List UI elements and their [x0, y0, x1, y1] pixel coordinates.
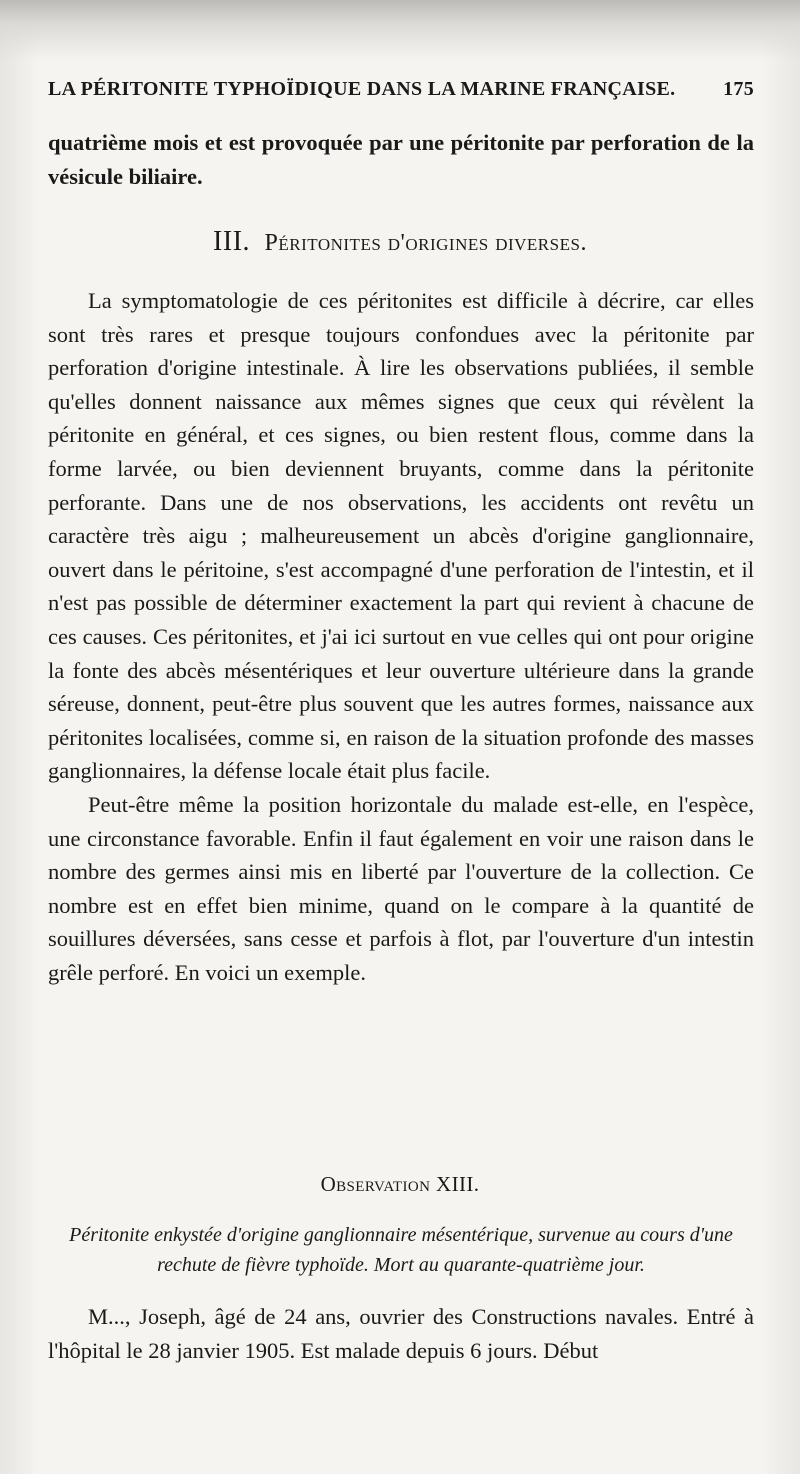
section-title: Péritonites d'origines diverses. [264, 230, 587, 256]
body-paragraph-1: La symptomatologie de ces péritonites est difficile à décrire, car elles sont très rares et presque toujours confondues avec la péritonite par perforation d'origine intestinale. À lire les observations publiées, il semble qu'elles donnent naissance aux mêmes signes que ceux qui révèlent la péritonite en général, et ces signes, ou bien restent flous, comme dans la forme larvée, ou bien deviennent bruyants, comme dans la péritonite perforante. Dans une de nos observations, les accidents ont revêtu un caractère très aigu ; malheureusement un abcès d'origine ganglionnaire, ouvert dans le péritoine, s'est accompagné d'une perforation de l'intestin, et il n'est pas possible de déterminer exactement la part qui revient à chacune de ces causes. Ces péritonites, et j'ai ici surtout en vue celles qui ont pour origine la fonte des abcès mésentériques et leur ouverture ultérieure dans la grande séreuse, donnent, peut-être plus souvent que les autres formes, naissance aux péritonites localisées, comme si, en raison de la situation profonde des masses ganglionnaires, la défense locale était plus facile. [48, 288, 754, 784]
running-head-title: LA PÉRITONITE TYPHOÏDIQUE DANS LA MARINE FRANÇAISE. [48, 78, 676, 100]
intro-text: quatrième mois et est provoquée par une péritonite par perforation de la vésicule biliaire. [48, 130, 754, 189]
running-head [48, 78, 754, 101]
scan-shadow [0, 0, 800, 60]
observation-body [48, 1300, 754, 1367]
body-paragraph-2: Peut-être même la position horizontale du malade est-elle, en l'espèce, une circonstance favorable. Enfin il faut également en voir une raison dans le nombre des germes ainsi mis en liberté par l'ouverture de la collection. Ce nombre est en effet bien minime, quand on le compare à la quantité de souillures déversées, sans cesse et parfois à flot, par l'ouverture d'un intestin grêle perforé. En voici un exemple. [48, 791, 754, 985]
intro-paragraph [48, 126, 754, 193]
section-number: III. [213, 226, 251, 257]
page-number: 175 [723, 78, 754, 100]
observation-subtitle: Péritonite enkystée d'origine ganglionnaire mésentérique, survenue au cours d'une rechute de fièvre typhoïde. Mort au quarante-quatrième jour. [69, 1224, 733, 1276]
section-heading [0, 226, 800, 258]
observation-title: Observation XIII. [320, 1172, 480, 1196]
observation-text: M..., Joseph, âgé de 24 ans, ouvrier des Constructions navales. Entré à l'hôpital le 28 janvier 1905. Est malade depuis 6 jours. Début [48, 1304, 754, 1363]
main-body [48, 284, 754, 989]
